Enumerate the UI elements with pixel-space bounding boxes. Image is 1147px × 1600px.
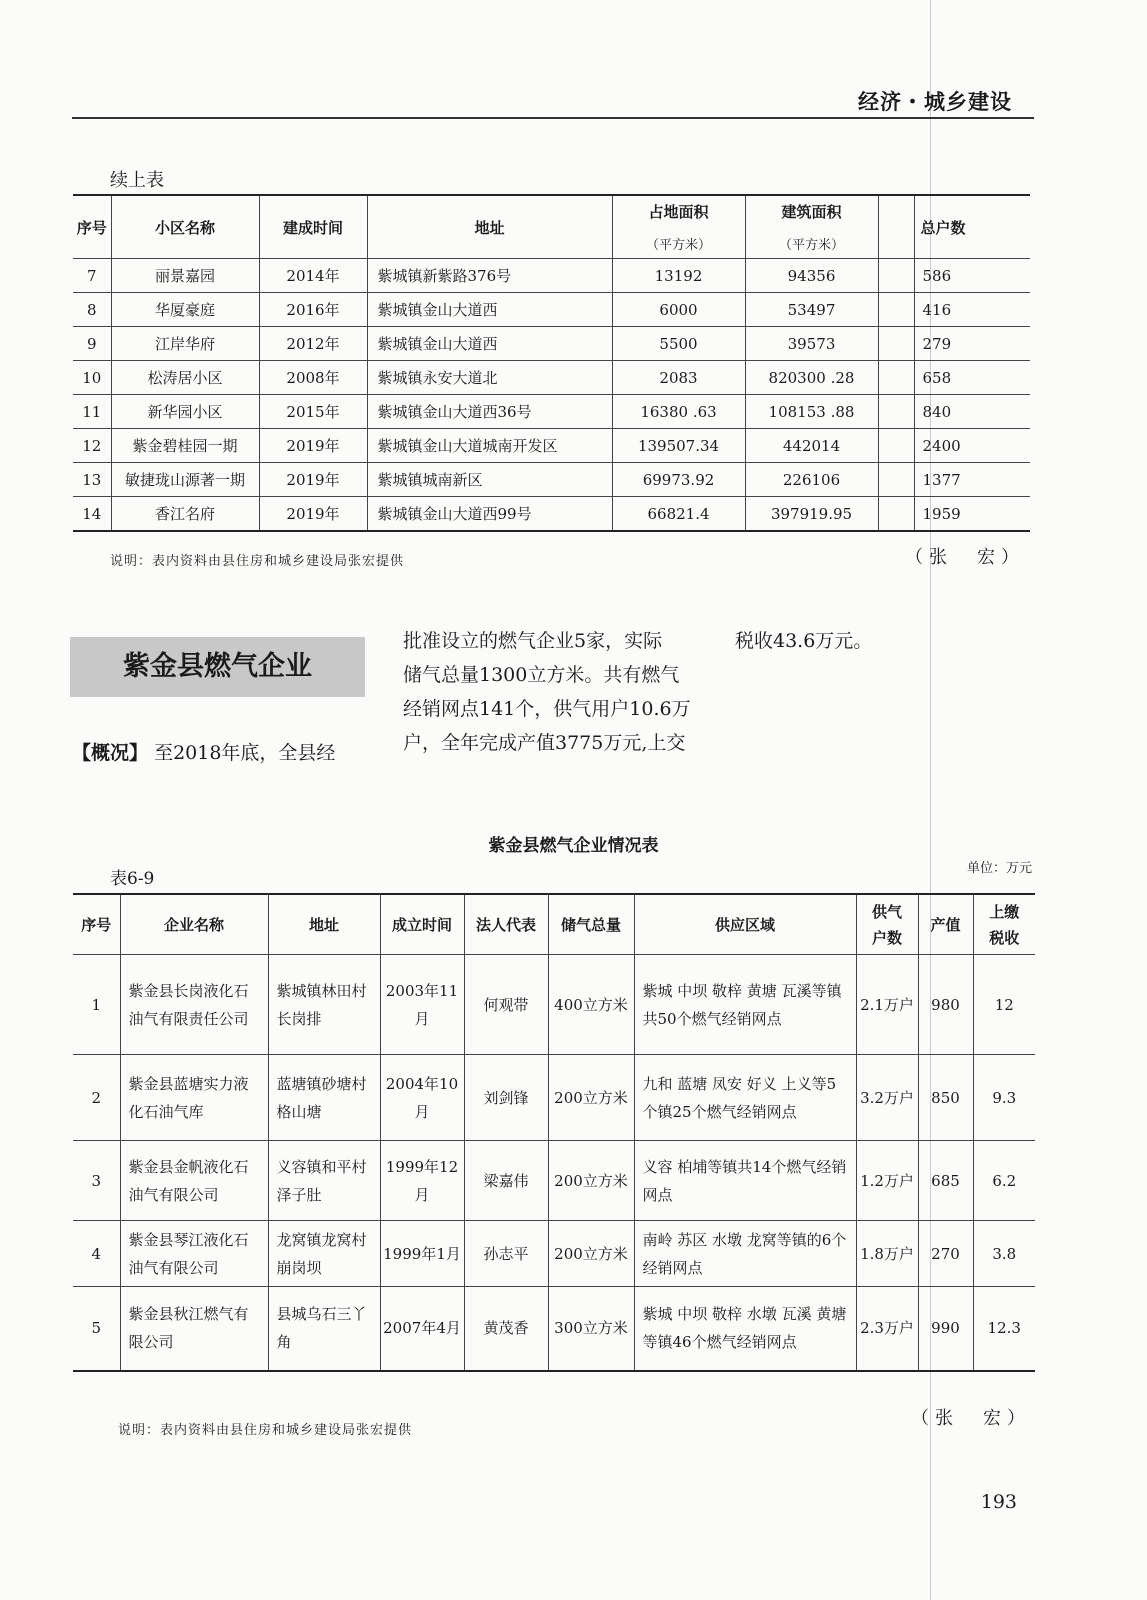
cell-spacer	[878, 497, 914, 532]
cell-tax: 6.2	[973, 1141, 1035, 1221]
cell-name: 香江名府	[111, 497, 259, 532]
cell-users: 1.8万户	[856, 1221, 918, 1287]
col-header-tax	[973, 894, 1035, 955]
cell-land-area: 69973.92	[612, 463, 745, 497]
cell-name: 丽景嘉园	[111, 259, 259, 293]
cell-legal-rep: 梁嘉伟	[464, 1141, 548, 1221]
section-col2-line: 批准设立的燃气企业5家，实际	[403, 630, 663, 652]
cell-storage: 200立方米	[548, 1141, 634, 1221]
cell-built: 2008年	[259, 361, 367, 395]
section-col1	[72, 736, 335, 770]
cell-address: 龙窝镇龙窝村崩岗坝	[268, 1221, 380, 1287]
cell-address: 紫城镇金山大道西	[367, 327, 612, 361]
cell-storage: 300立方米	[548, 1287, 634, 1371]
cell-supply-area: 紫城 中坝 敬梓 黄塘 瓦溪等镇共50个燃气经销网点	[634, 955, 856, 1055]
users-header-line: 供气	[871, 902, 902, 921]
col-header-name: 小区名称	[111, 195, 259, 259]
cell-address: 紫城镇林田村长岗排	[268, 955, 380, 1055]
cell-tax: 12	[973, 955, 1035, 1055]
residential-table	[73, 194, 1030, 532]
section-col2-line: 经销网点141个，供气用户10.6万	[403, 698, 691, 720]
cell-no: 4	[73, 1221, 120, 1287]
section-col1-text: 至2018年底，全县经	[154, 742, 336, 764]
cell-households: 2400	[914, 429, 1030, 463]
gas-enterprise-table	[73, 893, 1035, 1372]
table-row	[73, 1221, 1035, 1287]
land-area-unit: （平方米）	[645, 238, 711, 253]
cell-address: 紫城镇金山大道城南开发区	[367, 429, 612, 463]
cell-no: 14	[73, 497, 111, 532]
section-title: 紫金县燃气企业	[123, 651, 312, 682]
cell-no: 2	[73, 1055, 120, 1141]
cell-enterprise-name: 紫金县长岗液化石油气有限责任公司	[120, 955, 268, 1055]
land-area-label: 占地面积	[648, 203, 709, 221]
building-area-unit: （平方米）	[778, 238, 844, 253]
cell-spacer	[878, 463, 914, 497]
cell-no: 3	[73, 1141, 120, 1221]
cell-land-area: 66821.4	[612, 497, 745, 532]
table2-unit: 单位：万元	[966, 861, 1032, 876]
cell-output: 685	[918, 1141, 973, 1221]
col-header-land-area	[612, 195, 745, 259]
cell-no: 10	[73, 361, 111, 395]
cell-land-area: 139507.34	[612, 429, 745, 463]
cell-spacer	[878, 259, 914, 293]
cell-no: 8	[73, 293, 111, 327]
cell-tax: 12.3	[973, 1287, 1035, 1371]
cell-supply-area: 义容 柏埔等镇共14个燃气经销网点	[634, 1141, 856, 1221]
cell-households: 658	[914, 361, 1030, 395]
cell-users: 1.2万户	[856, 1141, 918, 1221]
building-area-label: 建筑面积	[781, 203, 842, 221]
cell-storage: 200立方米	[548, 1221, 634, 1287]
cell-name: 华厦豪庭	[111, 293, 259, 327]
table2-title: 紫金县燃气企业情况表	[488, 836, 659, 856]
cell-building-area: 820300 .28	[745, 361, 878, 395]
col-header-name: 企业名称	[120, 894, 268, 955]
cell-storage: 400立方米	[548, 955, 634, 1055]
tax-header-line: 上缴	[989, 902, 1020, 921]
cell-enterprise-name: 紫金县琴江液化石油气有限公司	[120, 1221, 268, 1287]
cell-address: 县城乌石三丫角	[268, 1287, 380, 1371]
col-header-users	[856, 894, 918, 955]
col-header-output: 产值	[918, 894, 973, 955]
cell-output: 850	[918, 1055, 973, 1141]
cell-land-area: 5500	[612, 327, 745, 361]
cell-output: 980	[918, 955, 973, 1055]
cell-households: 416	[914, 293, 1030, 327]
cell-address: 紫城镇城南新区	[367, 463, 612, 497]
cell-founded: 2003年11月	[380, 955, 464, 1055]
cell-households: 586	[914, 259, 1030, 293]
cell-founded: 1999年1月	[380, 1221, 464, 1287]
cell-storage: 200立方米	[548, 1055, 634, 1141]
cell-legal-rep: 黄茂香	[464, 1287, 548, 1371]
col-header-spacer	[878, 195, 914, 259]
cell-founded: 2007年4月	[380, 1287, 464, 1371]
cell-name: 松涛居小区	[111, 361, 259, 395]
cell-legal-rep: 孙志平	[464, 1221, 548, 1287]
cell-spacer	[878, 327, 914, 361]
col-header-built: 建成时间	[259, 195, 367, 259]
section-label: 【概况】	[72, 742, 149, 764]
col-header-households: 总户数	[914, 195, 1030, 259]
cell-output: 270	[918, 1221, 973, 1287]
cell-no: 7	[73, 259, 111, 293]
col-header-storage: 储气总量	[548, 894, 634, 955]
cell-spacer	[878, 293, 914, 327]
section-col2-line: 户，全年完成产值3775万元,上交	[403, 732, 686, 754]
cell-address: 紫城镇金山大道西	[367, 293, 612, 327]
cell-name: 紫金碧桂园一期	[111, 429, 259, 463]
cell-enterprise-name: 紫金县秋江燃气有限公司	[120, 1287, 268, 1371]
cell-building-area: 53497	[745, 293, 878, 327]
cell-name: 敏捷珑山源著一期	[111, 463, 259, 497]
cell-users: 3.2万户	[856, 1055, 918, 1141]
table-row	[73, 293, 1030, 327]
table-row	[73, 1141, 1035, 1221]
cell-building-area: 442014	[745, 429, 878, 463]
table-row	[73, 1055, 1035, 1141]
cell-building-area: 397919.95	[745, 497, 878, 532]
table2-header-row	[73, 894, 1035, 955]
cell-name: 江岸华府	[111, 327, 259, 361]
table-row	[73, 327, 1030, 361]
table-row	[73, 395, 1030, 429]
cell-no: 12	[73, 429, 111, 463]
section-col2	[403, 624, 703, 760]
table2-note: 说明：表内资料由县住房和城乡建设局张宏提供	[118, 1423, 413, 1438]
table1-continuation-label: 续上表	[110, 170, 164, 191]
cell-built: 2015年	[259, 395, 367, 429]
table-row	[73, 1287, 1035, 1371]
col-header-no: 序号	[73, 195, 111, 259]
cell-users: 2.1万户	[856, 955, 918, 1055]
col-header-legal-rep: 法人代表	[464, 894, 548, 955]
cell-no: 9	[73, 327, 111, 361]
running-header-title: 经济・城乡建设	[858, 90, 1012, 114]
cell-households: 840	[914, 395, 1030, 429]
col-header-founded: 成立时间	[380, 894, 464, 955]
cell-enterprise-name: 紫金县金帆液化石油气有限公司	[120, 1141, 268, 1221]
table-row	[73, 463, 1030, 497]
cell-building-area: 108153 .88	[745, 395, 878, 429]
cell-address: 紫城镇金山大道西99号	[367, 497, 612, 532]
cell-no: 13	[73, 463, 111, 497]
col-header-address: 地址	[367, 195, 612, 259]
cell-no: 1	[73, 955, 120, 1055]
cell-tax: 3.8	[973, 1221, 1035, 1287]
cell-land-area: 16380 .63	[612, 395, 745, 429]
cell-address: 蓝塘镇砂塘村格山塘	[268, 1055, 380, 1141]
cell-building-area: 226106	[745, 463, 878, 497]
cell-address: 紫城镇永安大道北	[367, 361, 612, 395]
cell-built: 2014年	[259, 259, 367, 293]
cell-spacer	[878, 395, 914, 429]
cell-built: 2019年	[259, 429, 367, 463]
cell-built: 2012年	[259, 327, 367, 361]
cell-land-area: 13192	[612, 259, 745, 293]
table-row	[73, 497, 1030, 532]
cell-households: 279	[914, 327, 1030, 361]
table1-author: （张 宏）	[905, 547, 1025, 568]
header-rule	[72, 117, 1034, 119]
cell-built: 2016年	[259, 293, 367, 327]
col-header-building-area	[745, 195, 878, 259]
cell-land-area: 2083	[612, 361, 745, 395]
cell-tax: 9.3	[973, 1055, 1035, 1141]
cell-address: 紫城镇金山大道西36号	[367, 395, 612, 429]
cell-users: 2.3万户	[856, 1287, 918, 1371]
table-row	[73, 955, 1035, 1055]
cell-households: 1377	[914, 463, 1030, 497]
col-header-area: 供应区域	[634, 894, 856, 955]
cell-spacer	[878, 429, 914, 463]
cell-supply-area: 九和 蓝塘 凤安 好义 上义等5个镇25个燃气经销网点	[634, 1055, 856, 1141]
cell-legal-rep: 何观带	[464, 955, 548, 1055]
page-number: 193	[980, 1491, 1017, 1513]
table1-note: 说明：表内资料由县住房和城乡建设局张宏提供	[110, 554, 405, 569]
cell-households: 1959	[914, 497, 1030, 532]
cell-address: 紫城镇新紫路376号	[367, 259, 612, 293]
col-header-no: 序号	[73, 894, 120, 955]
cell-address: 义容镇和平村泽子肚	[268, 1141, 380, 1221]
cell-name: 新华园小区	[111, 395, 259, 429]
cell-land-area: 6000	[612, 293, 745, 327]
tax-header-line: 税收	[989, 928, 1020, 947]
cell-no: 5	[73, 1287, 120, 1371]
cell-building-area: 39573	[745, 327, 878, 361]
cell-built: 2019年	[259, 497, 367, 532]
section-col3: 税收43.6万元。	[735, 630, 873, 652]
users-header-line: 户数	[871, 928, 902, 947]
table2-author: （张 宏）	[911, 1408, 1031, 1429]
cell-no: 11	[73, 395, 111, 429]
cell-output: 990	[918, 1287, 973, 1371]
cell-built: 2019年	[259, 463, 367, 497]
cell-supply-area: 南岭 苏区 水墩 龙窝等镇的6个经销网点	[634, 1221, 856, 1287]
cell-enterprise-name: 紫金县蓝塘实力液化石油气库	[120, 1055, 268, 1141]
cell-building-area: 94356	[745, 259, 878, 293]
col-header-address: 地址	[268, 894, 380, 955]
cell-founded: 1999年12月	[380, 1141, 464, 1221]
table1-header-row	[73, 195, 1030, 259]
cell-founded: 2004年10月	[380, 1055, 464, 1141]
table-row	[73, 429, 1030, 463]
cell-spacer	[878, 361, 914, 395]
section-col2-line: 储气总量1300立方米。共有燃气	[403, 664, 680, 686]
cell-legal-rep: 刘剑锋	[464, 1055, 548, 1141]
table-row	[73, 361, 1030, 395]
table-row	[73, 259, 1030, 293]
cell-supply-area: 紫城 中坝 敬梓 水墩 瓦溪 黄塘等镇46个燃气经销网点	[634, 1287, 856, 1371]
table2-label: 表6-9	[110, 869, 155, 889]
